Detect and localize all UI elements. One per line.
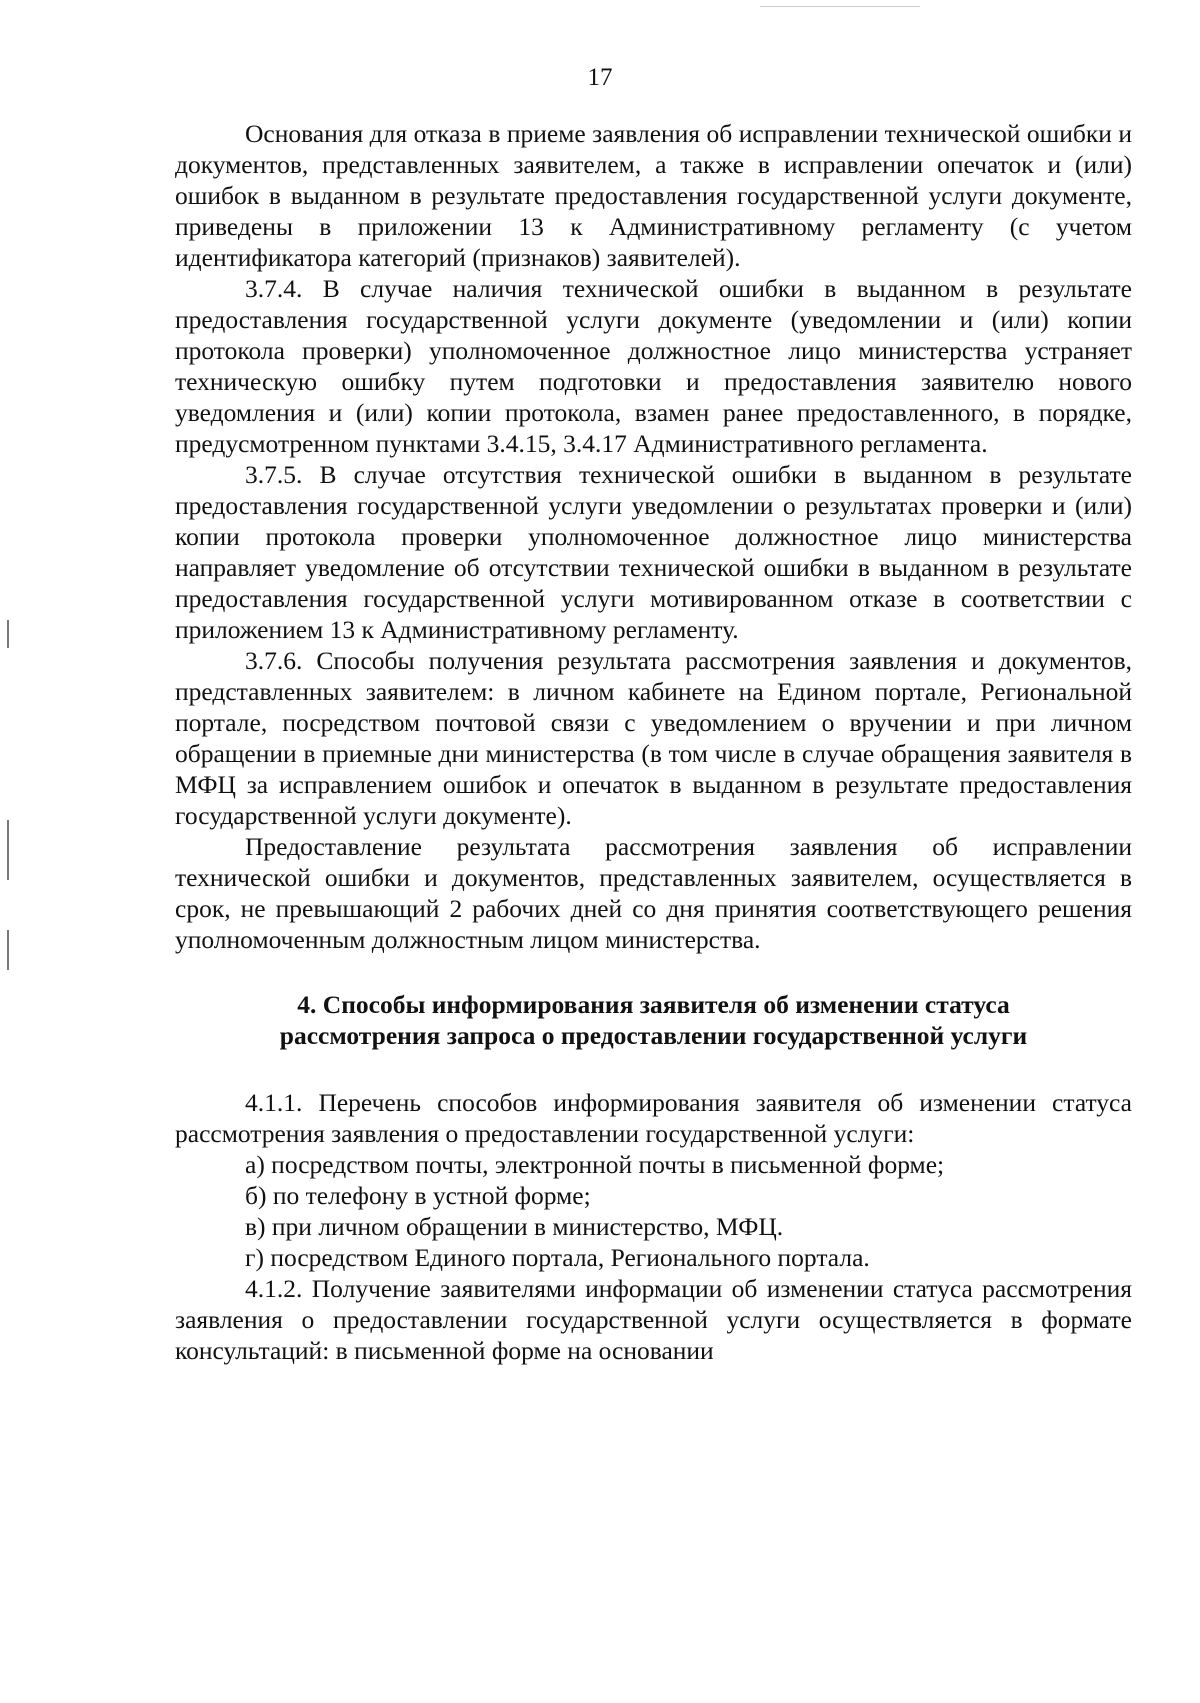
paragraph-3-7-6: 3.7.6. Способы получения результата рассмотрения заявления и документов, представленных заявителем: в личном кабинете на Едином портале, Региональной портале, посредством почтовой связи с уведомлением о вручении и при личном обращении в приемные дни министерства (в том числе в случае обращения заявителя в МФЦ за исправлением ошибок и опечаток в выданном в результате предоставления государственной услуги документе). [175, 646, 1132, 830]
paragraph-3-7-4: 3.7.4. В случае наличия технической ошибки в выданном в результате предоставления государственной услуги документе (уведомлении и (или) копии протокола проверки) уполномоченное должностное лицо министерства устраняет техническую ошибку путем подготовки и предоставления заявителю нового уведомления и (или) копии протокола, взамен ранее предоставленного, в порядке, предусмотренном пунктами 3.4.15, 3.4.17 Административного регламента. [175, 274, 1132, 458]
list-item-a: а) посредством почты, электронной почты в письменной форме; [245, 1150, 945, 1179]
paragraph-3-7-5: 3.7.5. В случае отсутствия технической ошибки в выданном в результате предоставления государственной услуги уведомлении о результатах проверки и (или) копии протокола проверки уполномоченное должностное лицо министерства направляет уведомление об отсутствии технической ошибки в выданном в результате предоставления государственной услуги мотивированном отказе в соответствии с приложением 13 к Административному регламенту. [175, 460, 1132, 644]
paragraph-result-term: Предоставление результата рассмотрения заявления об исправлении технической ошибки и документов, представленных заявителем, осуществляется в срок, не превышающий 2 рабочих дней со дня принятия соответствующего решения уполномоченным должностным лицом министерства. [175, 832, 1132, 954]
scan-edge-line [760, 6, 920, 7]
scan-margin-mark [7, 620, 9, 648]
paragraph-4-1-1: 4.1.1. Перечень способов информирования заявителя об изменении статуса рассмотрения заявления о предоставлении государственной услуги: [175, 1088, 1132, 1148]
scan-margin-mark [7, 820, 9, 880]
section-4-heading-line1: 4. Способы информирования заявителя об изменении статуса [297, 990, 1010, 1019]
list-item-v: в) при личном обращении в министерство, МФЦ. [245, 1212, 784, 1241]
list-item-b: б) по телефону в устной форме; [245, 1181, 591, 1210]
paragraph-4-1-2: 4.1.2. Получение заявителями информации об изменении статуса рассмотрения заявления о предоставлении государственной услуги осуществляется в формате консультаций: в письменной форме на основании [175, 1274, 1132, 1365]
section-4-heading [175, 989, 1132, 1051]
section-4-heading-line2: рассмотрения запроса о предоставлении государственной услуги [279, 1021, 1028, 1050]
document-body [175, 118, 1132, 1366]
paragraph-refusal-grounds: Основания для отказа в приеме заявления об исправлении технической ошибки и документов, представленных заявителем, а также в исправлении опечаток и (или) ошибок в выданном в результате предоставления государственной услуги документе, приведены в приложении 13 к Административному регламенту (с учетом идентификатора категорий (признаков) заявителей). [175, 119, 1132, 272]
scan-margin-mark [7, 930, 9, 970]
list-item-g: г) посредством Единого портала, Регионального портала. [245, 1243, 870, 1272]
page-number: 17 [587, 64, 613, 91]
